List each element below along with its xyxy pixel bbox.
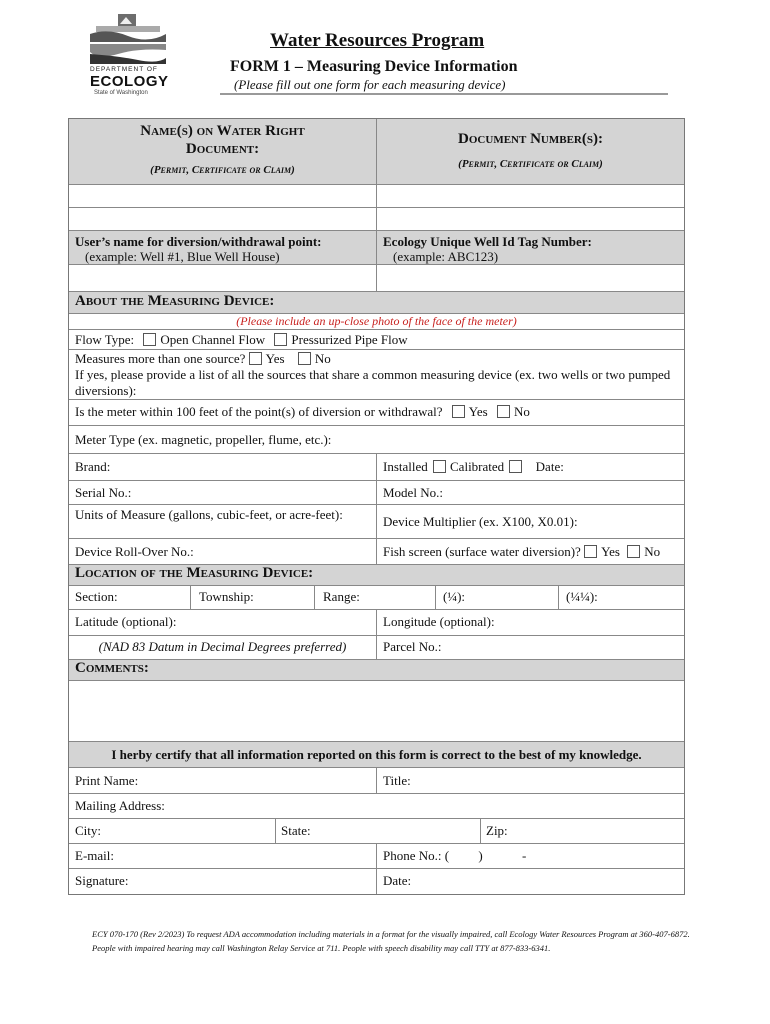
rollover-label: Device Roll-Over No.: xyxy=(75,544,194,559)
footer-note: ECY 070-170 (Rev 2/2023) To request ADA accommodation including materials in a format for the visually impaired, call Ecology Water Resources Program at 360-407-6872. People with impaired hearing may call Washington Relay Service at 711. People with speech disability may call TTY at 877-833-6341. xyxy=(92,929,690,953)
nad-note: (NAD 83 Datum in Decimal Degrees preferred) xyxy=(98,639,347,654)
logo-dept-text: DEPARTMENT OF xyxy=(90,66,158,73)
meter-type-label: Meter Type (ex. magnetic, propeller, flume, etc.): xyxy=(75,432,332,447)
within-100-no-label: No xyxy=(513,404,530,419)
units-label: Units of Measure (gallons, cubic-feet, or acre-feet): xyxy=(75,507,343,522)
within-100-label: Is the meter within 100 feet of the point(s) of diversion or withdrawal? xyxy=(75,404,443,419)
measures-more-yes-checkbox[interactable] xyxy=(249,352,262,365)
mailing-label: Mailing Address: xyxy=(75,798,165,813)
measures-more-no-checkbox[interactable] xyxy=(298,352,311,365)
form-subtitle: (Please fill out one form for each measuring device) xyxy=(234,77,506,92)
names-heading: Name(s) on Water Right Document: xyxy=(140,123,305,157)
signature-label: Signature: xyxy=(75,873,129,888)
logo-state-text: State of Washington xyxy=(94,90,148,96)
quarter-label: (¼): xyxy=(443,589,466,604)
flow-type-label: Flow Type: xyxy=(75,332,135,347)
form-title: FORM 1 – Measuring Device Information xyxy=(230,58,518,75)
location-heading: Location of the Measuring Device: xyxy=(69,565,684,586)
city-row xyxy=(69,819,684,844)
photo-note: (Please include an up-close photo of the face of the meter) xyxy=(236,314,517,328)
quarter-quarter-label: (¼¼): xyxy=(566,589,598,604)
email-label: E-mail: xyxy=(75,848,114,863)
about-heading: About the Measuring Device: xyxy=(69,292,684,314)
rollover-row xyxy=(69,539,684,565)
names-entry-row-1 xyxy=(69,185,684,208)
within-100-row xyxy=(69,400,684,426)
zip-label: Zip: xyxy=(486,823,508,838)
sign-date-label: Date: xyxy=(383,873,412,888)
phone-paren: ) xyxy=(478,848,483,863)
units-row xyxy=(69,505,684,539)
email-row xyxy=(69,844,684,869)
print-name-row xyxy=(69,768,684,794)
signature-row xyxy=(69,869,684,894)
fish-screen-no-label: No xyxy=(644,544,661,559)
calibrated-label: Calibrated xyxy=(450,459,505,474)
fish-screen-yes-label: Yes xyxy=(601,544,620,559)
name-field-1[interactable] xyxy=(69,185,376,207)
photo-note-row xyxy=(69,314,684,330)
user-name-field[interactable] xyxy=(69,265,376,291)
within-100-yes-label: Yes xyxy=(468,404,488,419)
ecology-logo xyxy=(88,14,168,98)
plss-row xyxy=(69,586,684,610)
measures-more-no-label: No xyxy=(314,351,331,366)
multiple-sources-row xyxy=(69,350,684,400)
state-label: State: xyxy=(281,823,311,838)
phone-label: Phone No.: ( xyxy=(383,848,450,863)
well-tag-field[interactable] xyxy=(376,265,684,291)
township-label: Township: xyxy=(199,589,254,604)
doc-number-field-2[interactable] xyxy=(376,208,684,230)
mailing-row xyxy=(69,794,684,819)
user-header-row xyxy=(69,231,684,265)
doc-number-heading: Document Number(s): xyxy=(458,131,603,147)
model-label: Model No.: xyxy=(383,485,443,500)
user-name-label: User’s name for diversion/withdrawal point: xyxy=(75,234,322,249)
measures-more-label: Measures more than one source? xyxy=(75,351,246,366)
longitude-label: Longitude (optional): xyxy=(383,614,495,629)
program-title: Water Resources Program xyxy=(270,30,485,51)
calibrated-checkbox[interactable] xyxy=(509,460,522,473)
names-entry-row-2 xyxy=(69,208,684,231)
brand-label: Brand: xyxy=(75,459,111,474)
lat-long-row xyxy=(69,610,684,636)
name-field-2[interactable] xyxy=(69,208,376,230)
fish-screen-yes-checkbox[interactable] xyxy=(584,545,597,558)
datum-row xyxy=(69,636,684,660)
measuring-device-form xyxy=(68,118,685,895)
section-label: Section: xyxy=(75,589,118,604)
comments-field[interactable] xyxy=(69,681,684,742)
open-channel-label: Open Channel Flow xyxy=(160,332,266,347)
fish-screen-no-checkbox[interactable] xyxy=(627,545,640,558)
open-channel-checkbox[interactable] xyxy=(143,333,156,346)
doc-number-field-1[interactable] xyxy=(376,185,684,207)
title-label: Title: xyxy=(383,773,411,788)
serial-label: Serial No.: xyxy=(75,485,132,500)
pressurized-checkbox[interactable] xyxy=(274,333,287,346)
doc-number-sub: (Permit, Certificate or Claim) xyxy=(458,158,603,170)
user-entry-row xyxy=(69,265,684,292)
comments-heading: Comments: xyxy=(69,660,684,681)
names-header-row xyxy=(69,119,684,185)
certify-statement: I herby certify that all information reported on this form is correct to the best of my knowledge. xyxy=(111,747,642,762)
names-sub: (Permit, Certificate or Claim) xyxy=(150,164,295,176)
certify-row xyxy=(69,742,684,768)
fish-screen-label: Fish screen (surface water diversion)? xyxy=(383,544,581,559)
range-label: Range: xyxy=(323,589,360,604)
flow-type-row xyxy=(69,330,684,350)
multiplier-label: Device Multiplier (ex. X100, X0.01): xyxy=(383,514,578,529)
logo-name-text: ECOLOGY xyxy=(90,73,169,90)
logo-landscape-icon xyxy=(88,14,168,66)
user-name-example: (example: Well #1, Blue Well House) xyxy=(85,249,280,264)
installed-label: Installed xyxy=(383,459,428,474)
serial-row xyxy=(69,481,684,505)
brand-row xyxy=(69,454,684,481)
within-100-yes-checkbox[interactable] xyxy=(452,405,465,418)
parcel-label: Parcel No.: xyxy=(383,639,442,654)
phone-dash: - xyxy=(521,848,527,863)
city-label: City: xyxy=(75,823,102,838)
meter-type-row xyxy=(69,426,684,454)
pressurized-label: Pressurized Pipe Flow xyxy=(291,332,408,347)
installed-checkbox[interactable] xyxy=(433,460,446,473)
within-100-no-checkbox[interactable] xyxy=(497,405,510,418)
latitude-label: Latitude (optional): xyxy=(75,614,177,629)
well-tag-label: Ecology Unique Well Id Tag Number: xyxy=(383,234,592,249)
if-yes-instructions: If yes, please provide a list of all the sources that share a common measuring device (ex. two wells or two pumped diversions): xyxy=(75,367,671,398)
print-name-label: Print Name: xyxy=(75,773,139,788)
well-tag-example: (example: ABC123) xyxy=(393,249,499,264)
measures-more-yes-label: Yes xyxy=(265,351,285,366)
header-rule xyxy=(220,93,668,95)
date-label: Date: xyxy=(535,459,564,474)
